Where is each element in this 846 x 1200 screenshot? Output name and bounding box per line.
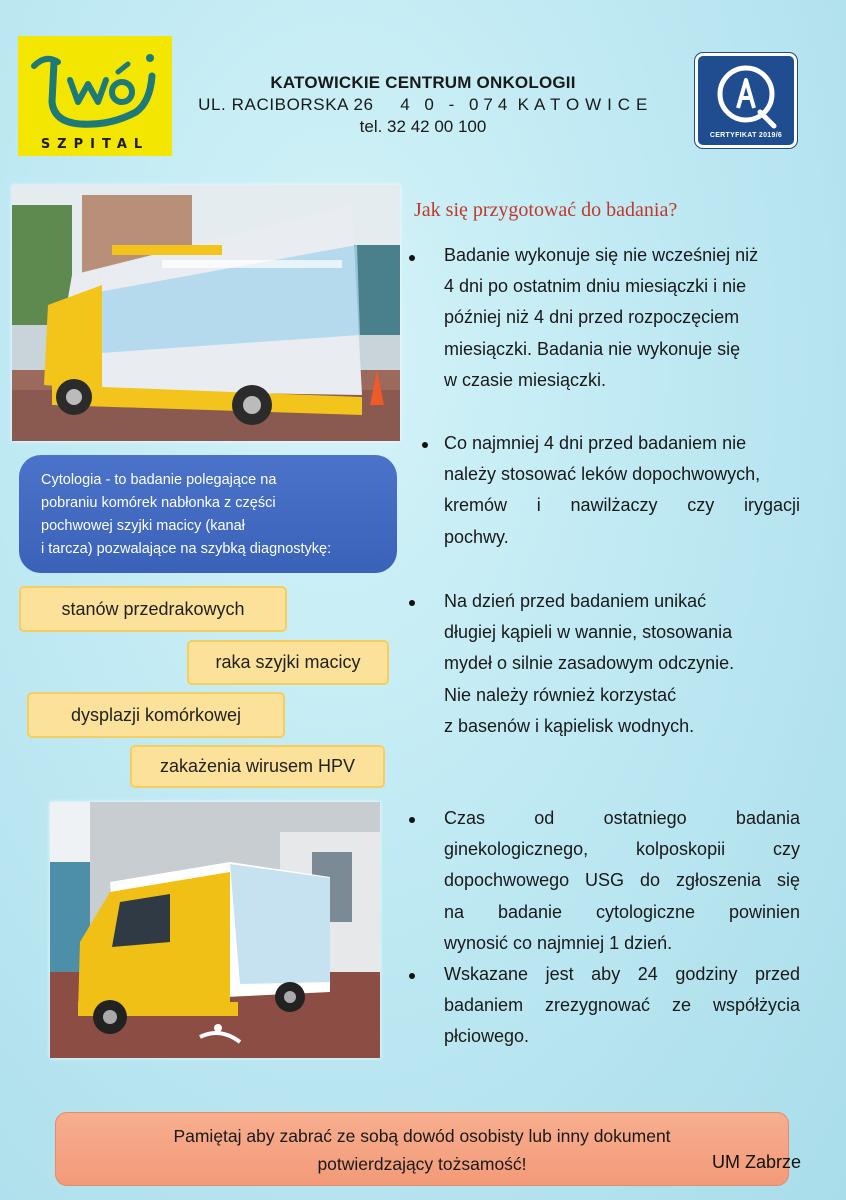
section-title: Jak się przygotować do badania? bbox=[414, 199, 678, 221]
logo-subtitle: SZPITAL bbox=[40, 137, 150, 152]
quality-certificate-badge bbox=[695, 53, 797, 148]
postal-code: 4 0 - 074 bbox=[400, 95, 513, 114]
reminder-line: potwierdzający tożsamość! bbox=[317, 1154, 527, 1174]
bullet-line: wynosić co najmniej 1 dzień. bbox=[444, 932, 673, 953]
bullet-line: później niż 4 dni przed rozpoczęciem bbox=[444, 307, 740, 328]
bullet-line: Na dzień przed badaniem unikać bbox=[444, 591, 707, 611]
certificate-label: CERTYFIKAT 2019/6 bbox=[709, 132, 783, 139]
diagnosis-tag-dysplasia: dysplazji komórkowej bbox=[27, 692, 285, 738]
bullet-text-1 bbox=[444, 240, 800, 396]
bullet-text-3 bbox=[444, 586, 800, 742]
mobile-clinic-photo-bottom bbox=[50, 802, 380, 1058]
diagnosis-tag-cervical-cancer: raka szyjki macicy bbox=[187, 640, 389, 685]
bullet-line: Nie należy również korzystać bbox=[444, 684, 677, 705]
bullet-line: Wskazane jest aby 24 godziny przed bbox=[444, 964, 800, 984]
bullet-line: Badanie wykonuje się nie wcześniej niż bbox=[444, 245, 759, 265]
diagnosis-tag-precancerous: stanów przedrakowych bbox=[19, 586, 287, 632]
bullet-line: kremów i nawilżaczy czy irygacji bbox=[444, 495, 800, 516]
cytology-description-box bbox=[19, 455, 397, 573]
bullet-line: mydeł o silnie zasadowym odczynie. bbox=[444, 653, 735, 674]
um-zabrze-label: UM Zabrze bbox=[712, 1152, 802, 1172]
bullet-text-2 bbox=[444, 428, 800, 553]
street: UL. RACIBORSKA 26 bbox=[198, 95, 374, 114]
bullet-line: badaniem zrezygnować ze współżycia bbox=[444, 995, 800, 1016]
bullet-icon bbox=[409, 255, 415, 261]
bullet-line: ginekologicznego, kolposkopii czy bbox=[444, 839, 800, 860]
bullet-line: na badanie cytologiczne powinien bbox=[444, 901, 800, 922]
bullet-line: płciowego. bbox=[444, 1026, 530, 1047]
bullet-text-5 bbox=[444, 959, 800, 1053]
bullet-line: pochwy. bbox=[444, 526, 509, 547]
bullet-line: długiej kąpieli w wannie, stosowania bbox=[444, 622, 733, 643]
bullet-line: z basenów i kąpielisk wodnych. bbox=[444, 715, 695, 736]
cytology-line: i tarcza) pozwalające na szybką diagnostykę: bbox=[41, 541, 332, 557]
cytology-line: Cytologia - to badanie polegające na bbox=[41, 472, 277, 488]
cytology-line: pochwowej szyjki macicy (kanał bbox=[41, 518, 245, 534]
bullet-text-4 bbox=[444, 803, 800, 959]
bullet-line: 4 dni po ostatnim dniu miesiączki i nie bbox=[444, 276, 747, 297]
bullet-line: Czas od ostatniego badania bbox=[444, 808, 800, 828]
bullet-icon bbox=[409, 817, 415, 823]
institution-name: KATOWICKIE CENTRUM ONKOLOGII bbox=[270, 73, 576, 92]
bullet-line: miesiączki. Badania nie wykonuje się bbox=[444, 338, 741, 359]
cytology-line: pobraniu komórek nabłonka z części bbox=[41, 495, 276, 511]
bullet-icon bbox=[422, 442, 428, 448]
id-reminder-box bbox=[55, 1112, 789, 1186]
bullet-line: dopochwowego USG do zgłoszenia się bbox=[444, 870, 800, 891]
bullet-icon bbox=[409, 600, 415, 606]
city: K A T O W I C E bbox=[517, 95, 648, 114]
address-line bbox=[180, 94, 666, 116]
phone-number: tel. 32 42 00 100 bbox=[359, 117, 487, 136]
bullet-line: Co najmniej 4 dni przed badaniem nie bbox=[444, 433, 747, 453]
diagnosis-tag-hpv: zakażenia wirusem HPV bbox=[130, 745, 385, 788]
bullet-icon bbox=[409, 973, 415, 979]
header-address bbox=[180, 72, 666, 138]
twoj-szpital-logo bbox=[18, 36, 172, 156]
bullet-line: w czasie miesiączki. bbox=[444, 369, 607, 390]
mobile-clinic-photo-top bbox=[12, 185, 400, 441]
bullet-line: należy stosować leków dopochwowych, bbox=[444, 464, 761, 485]
reminder-line: Pamiętaj aby zabrać ze sobą dowód osobisty lub inny dokument bbox=[173, 1126, 671, 1146]
